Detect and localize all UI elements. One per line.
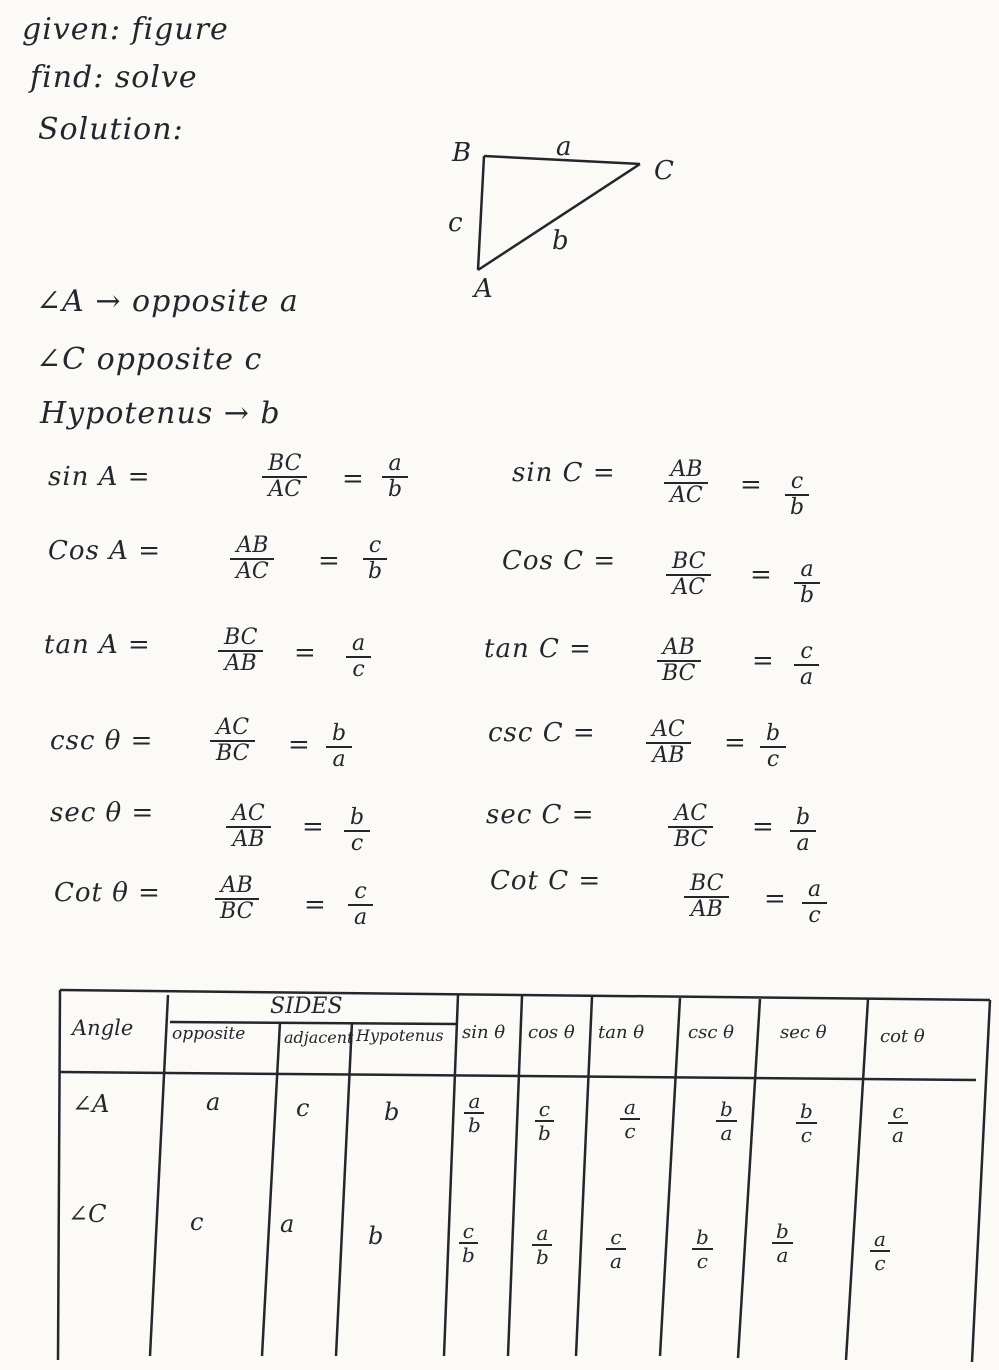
row-a-adjacent: c: [296, 1094, 310, 1122]
equals-sign: =: [304, 890, 326, 920]
header-hypotenuse: Hypotenus: [356, 1026, 444, 1045]
col-divider: [444, 995, 458, 1356]
equals-sign: =: [752, 812, 774, 842]
eq-right-label: csc C =: [488, 718, 596, 748]
header-csc: csc θ: [688, 1022, 734, 1043]
equals-sign: =: [724, 728, 746, 758]
eq-right-label: sin C =: [512, 458, 616, 488]
frac-den: b: [538, 1121, 551, 1145]
solution-heading: Solution:: [38, 112, 184, 147]
given-line: given: figure: [22, 12, 229, 47]
frac-den: a: [610, 1249, 622, 1273]
col-divider: [660, 998, 680, 1356]
frac-den: b: [800, 583, 815, 609]
frac-den: AC: [268, 477, 302, 503]
frac-num: AC: [668, 802, 713, 828]
note-angle-c: ∠C opposite c: [36, 342, 263, 377]
frac-num: b: [772, 1220, 793, 1244]
frac-num: a: [802, 878, 827, 904]
frac-den: AB: [690, 897, 723, 923]
frac-den: c: [696, 1249, 708, 1273]
equals-sign: =: [752, 646, 774, 676]
frac-den: b: [368, 559, 383, 585]
frac-den: b: [388, 477, 403, 503]
frac-num: AB: [230, 534, 274, 560]
equals-sign: =: [764, 884, 786, 914]
frac-num: BC: [666, 550, 711, 576]
frac-den: b: [536, 1245, 549, 1269]
frac-den: a: [720, 1121, 733, 1145]
frac-num: a: [794, 558, 819, 584]
frac-num: c: [459, 1220, 478, 1244]
side-a-label: a: [556, 132, 572, 162]
vertex-a-label: A: [474, 274, 493, 304]
frac-den: c: [624, 1119, 636, 1143]
equals-sign: =: [294, 638, 316, 668]
frac-den: c: [766, 747, 780, 773]
frac-den: AC: [670, 483, 703, 509]
frac-den: AB: [224, 651, 257, 677]
frac-num: b: [760, 722, 786, 748]
frac-num: b: [344, 806, 370, 832]
eq-right-label: tan C =: [484, 634, 592, 664]
eq-left-label: sin A =: [48, 462, 151, 492]
frac-den: b: [462, 1243, 475, 1267]
frac-den: AC: [236, 559, 269, 585]
row-c-sin: [458, 1220, 479, 1266]
frac-num: b: [790, 806, 816, 832]
col-divider: [738, 999, 760, 1358]
note-hypotenuse: Hypotenus → b: [40, 396, 281, 431]
row-a-angle: ∠A: [72, 1090, 110, 1118]
frac-den: a: [332, 747, 346, 773]
header-tan: tan θ: [598, 1022, 645, 1043]
col-divider: [846, 999, 868, 1360]
frac-den: BC: [216, 741, 250, 767]
row-c-cot: [870, 1228, 890, 1274]
header-sin: sin θ: [462, 1022, 506, 1043]
eq-left-label: sec θ =: [50, 798, 155, 828]
eq-left-label: Cos A =: [48, 536, 161, 566]
frac-den: BC: [662, 661, 696, 687]
eq-left-label: tan A =: [44, 630, 151, 660]
frac-den: b: [790, 495, 805, 521]
col-divider: [576, 997, 592, 1356]
frac-den: AB: [232, 827, 265, 853]
side-c-label: c: [448, 208, 463, 238]
row-c-adjacent: a: [280, 1210, 295, 1238]
row-c-angle: ∠C: [68, 1200, 107, 1228]
frac-num: a: [620, 1096, 640, 1120]
frac-num: a: [532, 1222, 552, 1246]
row-a-opposite: a: [206, 1088, 221, 1116]
frac-den: BC: [220, 899, 254, 925]
equals-sign: =: [750, 560, 772, 590]
table-top-border: [60, 990, 990, 1000]
col-divider: [508, 996, 522, 1356]
table-right-border: [972, 1000, 990, 1362]
frac-num: BC: [218, 626, 263, 652]
header-sec: sec θ: [780, 1022, 827, 1043]
find-line: find: solve: [30, 60, 198, 95]
eq-right-label: Cos C =: [502, 546, 617, 576]
frac-num: AC: [210, 716, 255, 742]
frac-num: AC: [646, 718, 691, 744]
header-adjacent: adjacent: [284, 1028, 354, 1047]
frac-num: c: [535, 1098, 554, 1122]
equals-sign: =: [302, 812, 324, 842]
side-b-label: b: [552, 226, 569, 256]
row-a-sin: [464, 1090, 485, 1136]
row-a-cot: [888, 1100, 908, 1146]
frac-den: c: [874, 1251, 886, 1275]
eq-left-label: csc θ =: [50, 726, 154, 756]
frac-den: AB: [652, 743, 685, 769]
vertex-c-label: C: [654, 156, 674, 186]
row-a-tan: [620, 1096, 640, 1142]
sides-header: SIDES: [270, 994, 343, 1019]
row-a-hypotenuse: b: [384, 1098, 400, 1126]
header-cos: cos θ: [528, 1022, 575, 1043]
frac-den: c: [350, 831, 364, 857]
frac-num: a: [346, 632, 371, 658]
frac-num: a: [382, 452, 407, 478]
header-cot: cot θ: [880, 1026, 925, 1047]
frac-num: BC: [684, 872, 729, 898]
row-c-tan: [606, 1226, 626, 1272]
frac-den: a: [796, 831, 810, 857]
row-a-cos: [534, 1098, 555, 1144]
frac-num: c: [794, 640, 818, 666]
frac-num: AB: [657, 636, 701, 662]
col-divider: [262, 1022, 280, 1356]
frac-num: a: [870, 1228, 890, 1252]
frac-num: c: [348, 880, 372, 906]
frac-den: a: [892, 1123, 904, 1147]
frac-den: a: [776, 1243, 789, 1267]
frac-num: AB: [215, 874, 259, 900]
frac-den: c: [352, 657, 365, 683]
frac-num: b: [326, 722, 352, 748]
equals-sign: =: [740, 470, 762, 500]
note-angle-a: ∠A → opposite a: [36, 284, 299, 319]
vertex-b-label: B: [452, 138, 472, 168]
frac-den: a: [354, 905, 368, 931]
frac-num: c: [363, 534, 387, 560]
col-divider: [336, 1022, 352, 1356]
frac-den: c: [808, 903, 821, 929]
frac-num: c: [785, 470, 809, 496]
frac-num: b: [796, 1100, 817, 1124]
row-c-cos: [532, 1222, 553, 1268]
row-c-csc: [692, 1226, 713, 1272]
equals-sign: =: [318, 546, 340, 576]
col-divider: [150, 995, 168, 1356]
frac-num: a: [464, 1090, 484, 1114]
frac-den: BC: [674, 827, 708, 853]
frac-num: c: [606, 1226, 625, 1250]
equals-sign: =: [288, 730, 310, 760]
row-c-sec: [772, 1220, 793, 1266]
table-left-border: [58, 990, 60, 1360]
header-opposite: opposite: [172, 1024, 246, 1044]
frac-den: c: [800, 1123, 812, 1147]
frac-num: AB: [664, 458, 708, 484]
frac-den: b: [468, 1113, 481, 1137]
header-angle: Angle: [72, 1016, 134, 1040]
frac-num: c: [888, 1100, 907, 1124]
frac-num: b: [692, 1226, 713, 1250]
frac-num: AC: [226, 802, 271, 828]
eq-right-label: sec C =: [486, 800, 595, 830]
equals-sign: =: [342, 464, 364, 494]
frac-den: AC: [672, 575, 706, 601]
row-c-hypotenuse: b: [368, 1222, 384, 1250]
row-a-csc: [716, 1098, 737, 1144]
row-c-opposite: c: [190, 1208, 204, 1236]
frac-num: b: [716, 1098, 737, 1122]
frac-den: a: [800, 665, 814, 691]
eq-left-label: Cot θ =: [54, 878, 161, 908]
frac-num: BC: [262, 452, 307, 478]
row-a-sec: [796, 1100, 817, 1146]
eq-right-label: Cot C =: [490, 866, 602, 896]
